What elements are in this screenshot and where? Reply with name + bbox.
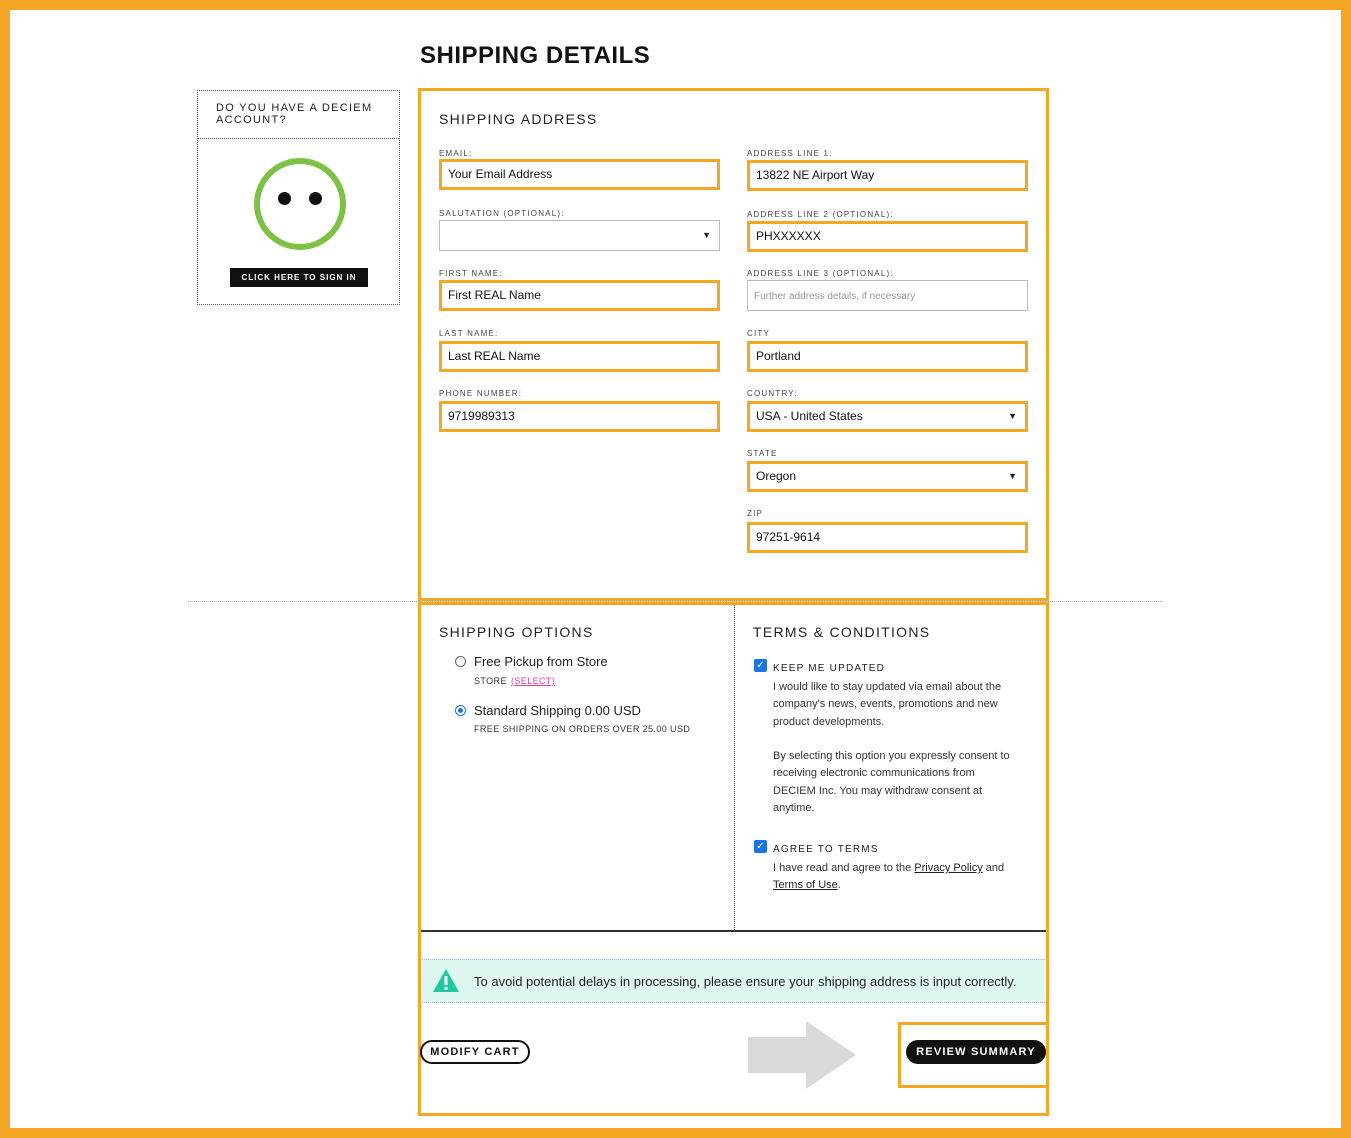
chevron-down-icon: ▼ (1008, 471, 1017, 481)
keep-updated-text: I would like to stay updated via email about the company's news, events, promotions and new product developments. (773, 681, 1002, 728)
email-label: EMAIL: (439, 149, 473, 158)
address-line-3-placeholder: Further address details, if necessary (754, 291, 916, 302)
phone-label: PHONE NUMBER: (439, 389, 523, 398)
last-name-field[interactable]: Last REAL Name (439, 341, 720, 372)
address-line-2-field[interactable]: PHXXXXXX (747, 221, 1028, 252)
pickup-radio[interactable] (455, 656, 466, 667)
zip-label: ZIP (747, 509, 764, 518)
shipping-address-title: SHIPPING ADDRESS (439, 111, 598, 127)
panel-separator (421, 930, 1046, 932)
email-field[interactable]: Your Email Address (439, 159, 720, 190)
state-select[interactable] (747, 461, 1028, 492)
phone-field[interactable]: 9719989313 (439, 401, 720, 432)
chevron-down-icon: ▼ (1008, 411, 1017, 421)
country-value: USA - United States (756, 409, 863, 423)
modify-cart-button[interactable]: MODIFY CART (420, 1040, 530, 1064)
agree-terms-label: AGREE TO TERMS (773, 844, 879, 855)
account-signin-card (197, 90, 400, 305)
agree-terms-checkbox[interactable]: ✓ (754, 840, 767, 853)
keep-updated-checkbox[interactable]: ✓ (754, 659, 767, 672)
chevron-down-icon: ▼ (702, 230, 711, 240)
salutation-select[interactable] (439, 220, 720, 251)
privacy-policy-link[interactable]: Privacy Policy (914, 862, 983, 874)
standard-shipping-radio[interactable] (455, 705, 466, 716)
smiley-face-icon (254, 158, 346, 250)
first-name-label: FIRST NAME: (439, 269, 503, 278)
arrow-right-icon (748, 1019, 858, 1091)
account-question: DO YOU HAVE A DECIEM ACCOUNT? (198, 91, 399, 139)
consent-text: By selecting this option you expressly consent to receiving electronic communications from DECIEM Inc. You may withdraw consent at anytime. (773, 750, 1010, 815)
first-name-field[interactable]: First REAL Name (439, 280, 720, 311)
pickup-store-label: STORE (474, 676, 507, 686)
shipping-options-title: SHIPPING OPTIONS (439, 624, 594, 640)
agree-terms-text (773, 860, 1018, 895)
agree-text-period: . (837, 879, 841, 892)
warning-icon (432, 968, 460, 993)
address-line-2-label: ADDRESS LINE 2 (OPTIONAL): (747, 210, 894, 219)
state-value: Oregon (756, 469, 797, 483)
standard-shipping-note: FREE SHIPPING ON ORDERS OVER 25.00 USD (474, 724, 691, 734)
terms-title: TERMS & CONDITIONS (753, 624, 931, 640)
agree-text-and: and (982, 862, 1005, 874)
last-name-label: LAST NAME: (439, 329, 499, 338)
address-warning-notice (422, 959, 1045, 1003)
city-field[interactable]: Portland (747, 341, 1028, 372)
pickup-option-label[interactable]: Free Pickup from Store (474, 654, 608, 669)
sign-in-button[interactable]: CLICK HERE TO SIGN IN (230, 268, 368, 287)
review-summary-button[interactable]: REVIEW SUMMARY (906, 1040, 1046, 1064)
shipping-address-panel (418, 88, 1049, 601)
page-title: SHIPPING DETAILS (420, 42, 651, 69)
keep-updated-label: KEEP ME UPDATED (773, 663, 886, 674)
standard-shipping-label[interactable]: Standard Shipping 0.00 USD (474, 703, 641, 718)
address-line-1-field[interactable]: 13822 NE Airport Way (747, 160, 1028, 191)
city-label: CITY (747, 329, 771, 338)
notice-text: To avoid potential delays in processing, please ensure your shipping address is input correctly. (474, 974, 1017, 989)
address-line-3-field[interactable] (747, 280, 1028, 311)
country-label: COUNTRY: (747, 389, 798, 398)
state-label: STATE (747, 449, 778, 458)
address-line-3-label: ADDRESS LINE 3 (OPTIONAL): (747, 269, 894, 278)
agree-text-prefix: I have read and agree to the (773, 862, 915, 874)
terms-of-use-link[interactable]: Terms of Use (773, 879, 838, 892)
column-divider (734, 605, 735, 930)
country-select[interactable] (747, 401, 1028, 432)
salutation-label: SALUTATION (OPTIONAL): (439, 209, 565, 218)
zip-field[interactable]: 97251-9614 (747, 522, 1028, 553)
store-select-link[interactable]: (SELECT) (511, 676, 556, 686)
address-line-1-label: ADDRESS LINE 1: (747, 149, 833, 158)
